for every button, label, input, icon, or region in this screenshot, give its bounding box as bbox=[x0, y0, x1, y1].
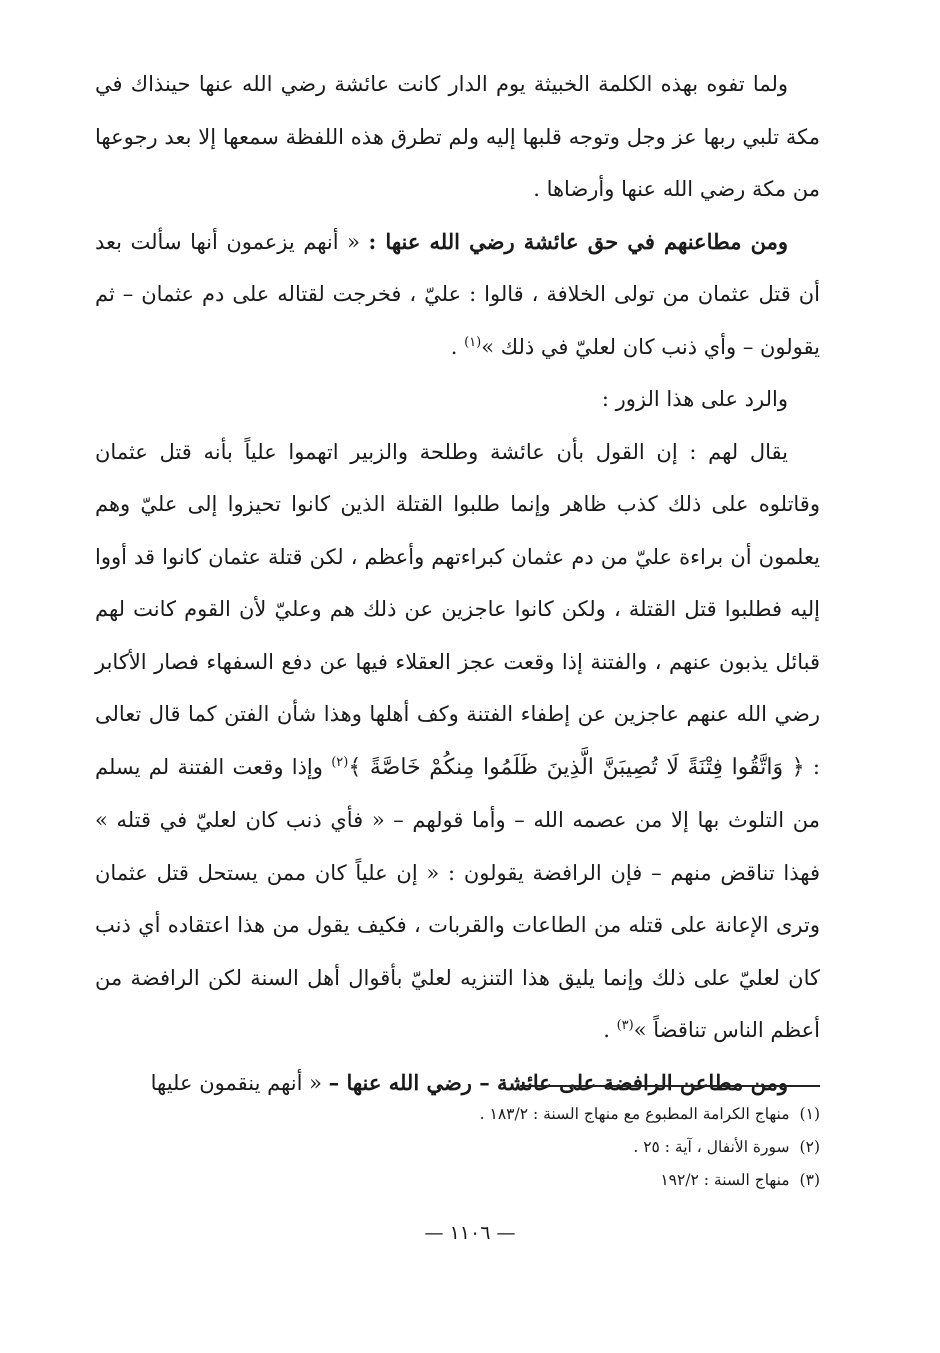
paragraph-1 bbox=[95, 58, 820, 216]
footnote-1-text: منهاج الكرامة المطبوع مع منهاج السنة : ١٨٣/٢ . bbox=[479, 1105, 790, 1123]
footnote-3-number: (٣) bbox=[799, 1171, 820, 1189]
paragraph-2-text: « أنهم يزعمون أنها سألت بعد أن قتل عثمان من تولى الخلافة ، قالوا : عليّ ، فخرجت لقتاله على دم عثمان – ثم يقولون – وأي ذنب كان لعليّ في ذلك » bbox=[95, 229, 820, 359]
paragraph-2 bbox=[95, 216, 820, 374]
quran-verse: ﴿ وَاتَّقُوا فِتْنَةً لَا تُصِيبَنَّ الَّذِينَ ظَلَمُوا مِنكُمْ خَاصَّةً ﴾ bbox=[348, 754, 805, 780]
rebuttal-heading: والرد على هذا الزور : bbox=[601, 387, 788, 411]
paragraph-4 bbox=[95, 426, 820, 1057]
footnote-2 bbox=[95, 1131, 820, 1164]
paragraph-2-end: . bbox=[450, 334, 465, 359]
footnote-divider bbox=[520, 1085, 820, 1087]
paragraph-3 bbox=[95, 373, 820, 426]
paragraph-5-text: « أنهم ينقمون عليها bbox=[150, 1070, 322, 1095]
footnote-ref-3: (٣) bbox=[616, 1018, 634, 1033]
footnote-3-text: منهاج السنة : ١٩٢/٢ bbox=[660, 1171, 790, 1189]
paragraph-1-text: ولما تفوه بهذه الكلمة الخبيثة يوم الدار كانت عائشة رضي الله عنها حينذاك في مكة تلبي ربها عز وجل وتوجه قلبها إليه ولم تطرق هذه اللفظة سمعها إلا بعد رجوعها من مكة رضي الله عنها وأرضاها . bbox=[95, 72, 820, 201]
footnote-1-number: (١) bbox=[799, 1105, 820, 1123]
paragraph-4-text-2: وإذا وقعت الفتنة لم يسلم من التلوث بها إلا من عصمه الله – وأما قولهم – « فأي ذنب كان لعليّ في قتله » فهذا تناقض منهم – فإن الرافضة يقولون : « إن علياً كان ممن يستحل قتل عثمان وترى الإعانة على قتله من الطاعات والقربات ، فكيف يقول من هذا اعتقاده أي ذنب كان لعليّ على ذلك وإنما يليق هذا التنزيه لعليّ بأقوال أهل السنة لكن الرافضة من أعظم الناس تناقضاً » bbox=[95, 754, 820, 1042]
paragraph-4-text: يقال لهم : إن القول بأن عائشة وطلحة والزبير اتهموا علياً بأنه قتل عثمان وقاتلوه على ذلك كذب ظاهر وإنما طلبوا القتلة الذين كانوا تحيزوا إلى عليّ وهم يعلمون أن براءة عليّ من دم عثمان كبراءتهم وأعظم ، لكن قتلة عثمان كانوا قد أووا إليه فطلبوا قتل القتلة ، ولكن كانوا عاجزين عن ذلك هم وعليّ لأن القوم كانت لهم قبائل يذبون عنهم ، والفتنة إذا وقعت عجز العقلاء فيها عن دفع السفهاء فصار الأكابر رضي الله عنهم عاجزين عن إطفاء الفتنة وكف أهلها وهذا شأن الفتن كما قال تعالى : bbox=[95, 439, 820, 779]
footnote-2-number: (٢) bbox=[799, 1138, 820, 1156]
footnote-ref-2: (٢) bbox=[331, 754, 349, 770]
section-heading-aisha-claims: ومن مطاعنهم في حق عائشة رضي الله عنها : bbox=[368, 228, 788, 254]
footnote-ref-1: (١) bbox=[464, 334, 482, 350]
page-body bbox=[95, 58, 820, 1109]
page-number: — ١١٠٦ — bbox=[424, 1222, 516, 1244]
footnotes bbox=[95, 1098, 820, 1197]
paragraph-4-end: . bbox=[603, 1018, 617, 1042]
section-heading-rafida-claims: ومن مطاعن الرافضة على عائشة – رضي الله عنها – bbox=[328, 1069, 788, 1095]
footnote-1 bbox=[95, 1098, 820, 1131]
footnote-2-text: سورة الأنفال ، آية : ٢٥ . bbox=[633, 1138, 790, 1156]
footnote-3 bbox=[95, 1164, 820, 1197]
